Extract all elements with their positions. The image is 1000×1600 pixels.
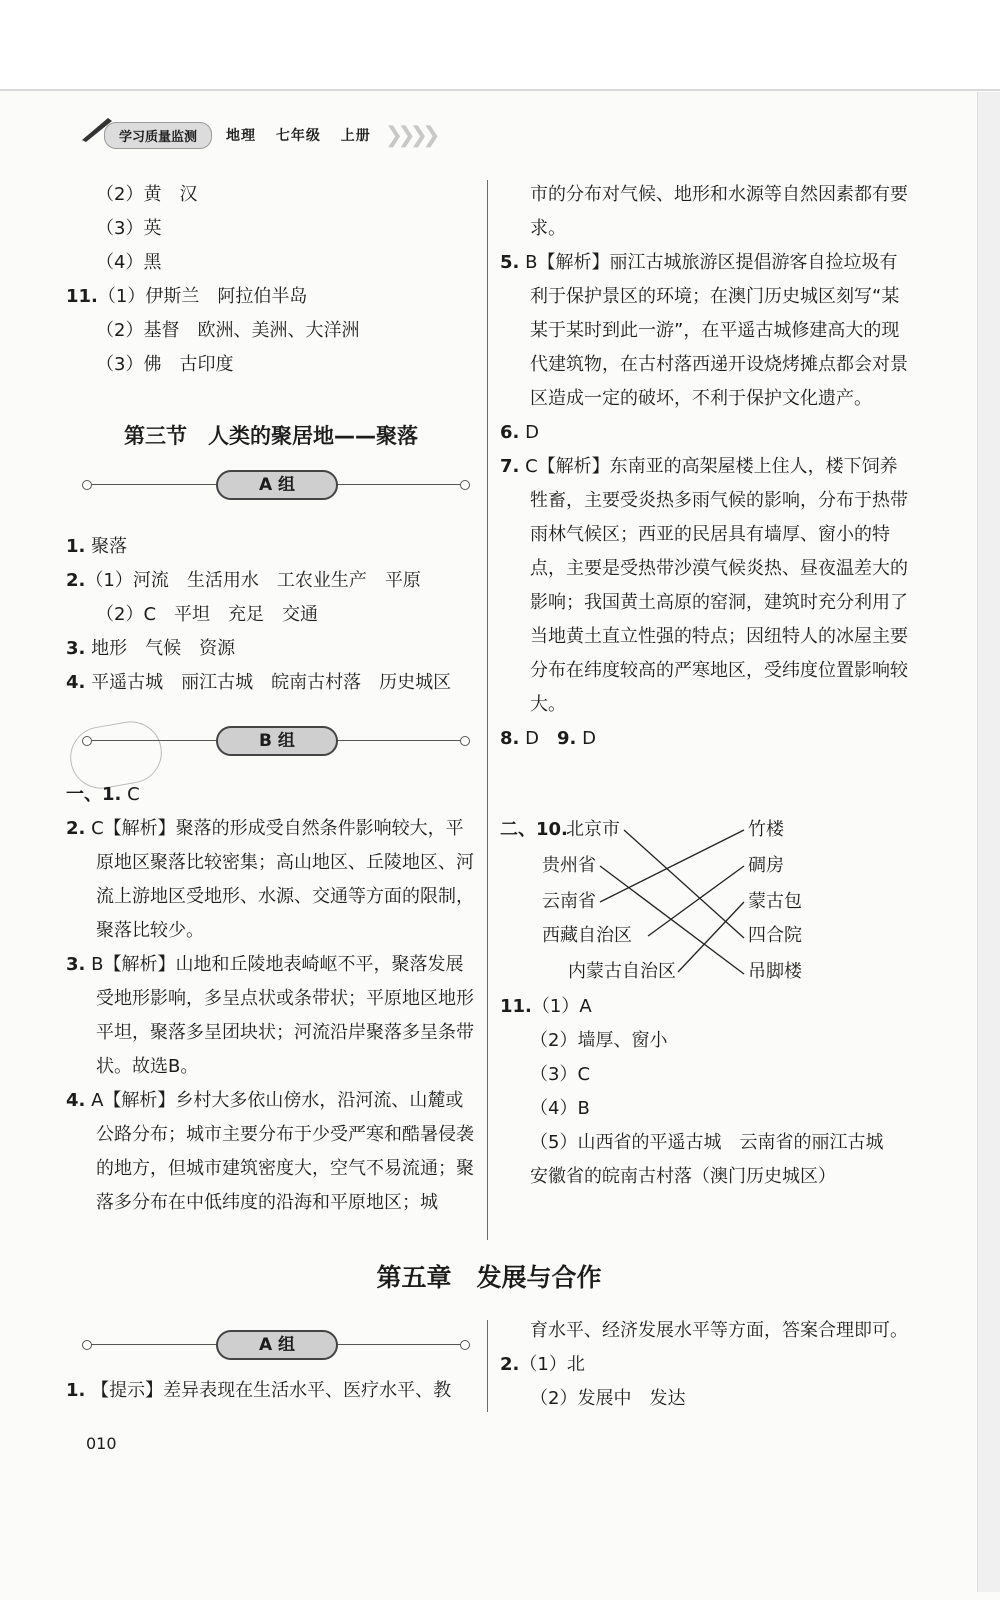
match-lines <box>500 814 912 984</box>
answer-item: 3. B【解析】山地和丘陵地表崎岖不平，聚落发展受地形影响，多呈点状或条带状；平原地区地形平坦，聚落多呈团块状；河流沿岸聚落多呈条带状。故选B。 <box>66 954 474 1077</box>
answer-item: （2）C 平坦 充足 交通 <box>96 604 319 625</box>
answer-item: 1. 【提示】差异表现在生活水平、医疗水平、教 <box>66 1380 452 1401</box>
answer-line: （3）英 <box>96 218 162 239</box>
left-column <box>66 178 476 382</box>
chapter5-group-a-banner <box>86 1330 466 1360</box>
answer-item: 4. A【解析】乡村大多依山傍水，沿河流、山麓或公路分布；城市主要分布于少受严寒和酷暑侵袭的地方，但城市建筑密度大，空气不易流通；聚落多分布在中低纬度的沿海和平原地区；城 <box>66 1090 474 1213</box>
chapter-title: 第五章 发展与合作 <box>376 1263 602 1292</box>
match-right-item: 碉房 <box>748 855 784 876</box>
answer-item: 1. 聚落 <box>66 536 128 557</box>
chapter5-right <box>500 1314 912 1416</box>
continued-text: 育水平、经济发展水平等方面，答案合理即可。 <box>530 1320 908 1341</box>
group-a-banner <box>86 470 466 500</box>
group-label: B 组 <box>216 726 338 756</box>
answer-item: 5. B【解析】丽江古城旅游区提倡游客自捡垃圾有利于保护景区的环境；在澳门历史城区刻写“某某于某时到此一游”，在平遥古城修建高大的现代建筑物，在古村落西递开设烧烤摊点都会对景区造成一定的破坏，不利于保护文化遗产。 <box>500 252 908 409</box>
section-title: 第三节 人类的聚居地——聚落 <box>124 424 418 448</box>
answer-line: （2）基督 欧洲、美洲、大洋洲 <box>96 320 360 341</box>
continued-text: 市的分布对气候、地形和水源等自然因素都有要求。 <box>530 184 908 239</box>
match-left-item: 云南省 <box>542 891 596 912</box>
match-right-item: 蒙古包 <box>748 891 802 912</box>
right-column <box>500 178 912 756</box>
answer-item: 4. 平遥古城 丽江古城 皖南古村落 历史城区 <box>66 672 452 693</box>
answer-line: （5）山西省的平遥古城 云南省的丽江古城 安徽省的皖南古村落（澳门历史城区） <box>530 1132 902 1187</box>
subject-label: 地理 <box>226 128 257 144</box>
top-margin <box>0 0 1000 90</box>
answer-line: （2）黄 汉 <box>96 184 198 205</box>
match-right-item: 四合院 <box>748 925 802 946</box>
page-edge <box>977 92 1000 1592</box>
match-left-item: 西藏自治区 <box>542 925 632 946</box>
answer-item: 一、1. C <box>66 784 140 805</box>
answer-item: 6. D <box>500 422 539 443</box>
matching-diagram <box>500 814 912 984</box>
group-label: A 组 <box>216 1330 338 1360</box>
question-number: 二、10. <box>500 819 568 840</box>
group-b-banner <box>86 726 466 756</box>
answer-line: （2）墙厚、窗小 <box>530 1030 668 1051</box>
page-number: 010 <box>86 1434 117 1453</box>
question-11-right <box>500 990 912 1194</box>
answer-item: 8. D 9. D <box>500 728 596 749</box>
answer-item: 11.（1）A <box>500 996 592 1017</box>
match-left-item: 贵州省 <box>542 855 596 876</box>
top-border <box>0 89 1000 91</box>
grade-label: 七年级 <box>275 128 321 144</box>
group-a-answers <box>66 530 476 700</box>
answer-line: （3）C <box>530 1064 591 1085</box>
match-left-item: 北京市 <box>566 819 620 840</box>
group-b-answers <box>66 778 476 1220</box>
series-name: 学习质量监测 <box>104 122 212 149</box>
answer-item: 2. C【解析】聚落的形成受自然条件影响较大，平原地区聚落比较密集；高山地区、丘陵地区、河流上游地区受地形、水源、交通等方面的限制，聚落比较少。 <box>66 818 474 941</box>
pen-icon <box>78 114 118 144</box>
chevron-decoration-icon: ❯❯❯❯ <box>384 122 435 148</box>
column-divider <box>487 180 488 1240</box>
chapter5-left <box>66 1374 476 1408</box>
match-right-item: 竹楼 <box>748 819 784 840</box>
answer-line: （2）发展中 发达 <box>530 1388 686 1409</box>
column-divider <box>487 1320 488 1412</box>
running-header <box>72 122 435 148</box>
question-11: 11.（1）伊斯兰 阿拉伯半岛 <box>66 286 308 307</box>
answer-item: 7. C【解析】东南亚的高架屋楼上住人，楼下饲养牲畜，主要受炎热多雨气候的影响，分布于热带雨林气候区；西亚的民居具有墙厚、窗小的特点，主要是受热带沙漠气候炎热、昼夜温差大的影响；我国黄土高原的窑洞，建筑时充分利用了当地黄土直立性强的特点；因纽特人的冰屋主要分布在纬度较高的严寒地区，受纬度位置影响较大。 <box>500 456 908 715</box>
answer-line: （4）B <box>530 1098 590 1119</box>
answer-item: 2.（1）北 <box>500 1354 585 1375</box>
answer-line: （3）佛 古印度 <box>96 354 234 375</box>
match-left-item: 内蒙古自治区 <box>568 961 676 982</box>
answer-item: 3. 地形 气候 资源 <box>66 638 236 659</box>
answer-item: 2.（1）河流 生活用水 工农业生产 平原 <box>66 570 421 591</box>
match-right-item: 吊脚楼 <box>748 961 802 982</box>
group-label: A 组 <box>216 470 338 500</box>
book-info <box>226 125 385 145</box>
answer-line: （4）黑 <box>96 252 162 273</box>
volume-label: 上册 <box>340 128 371 144</box>
